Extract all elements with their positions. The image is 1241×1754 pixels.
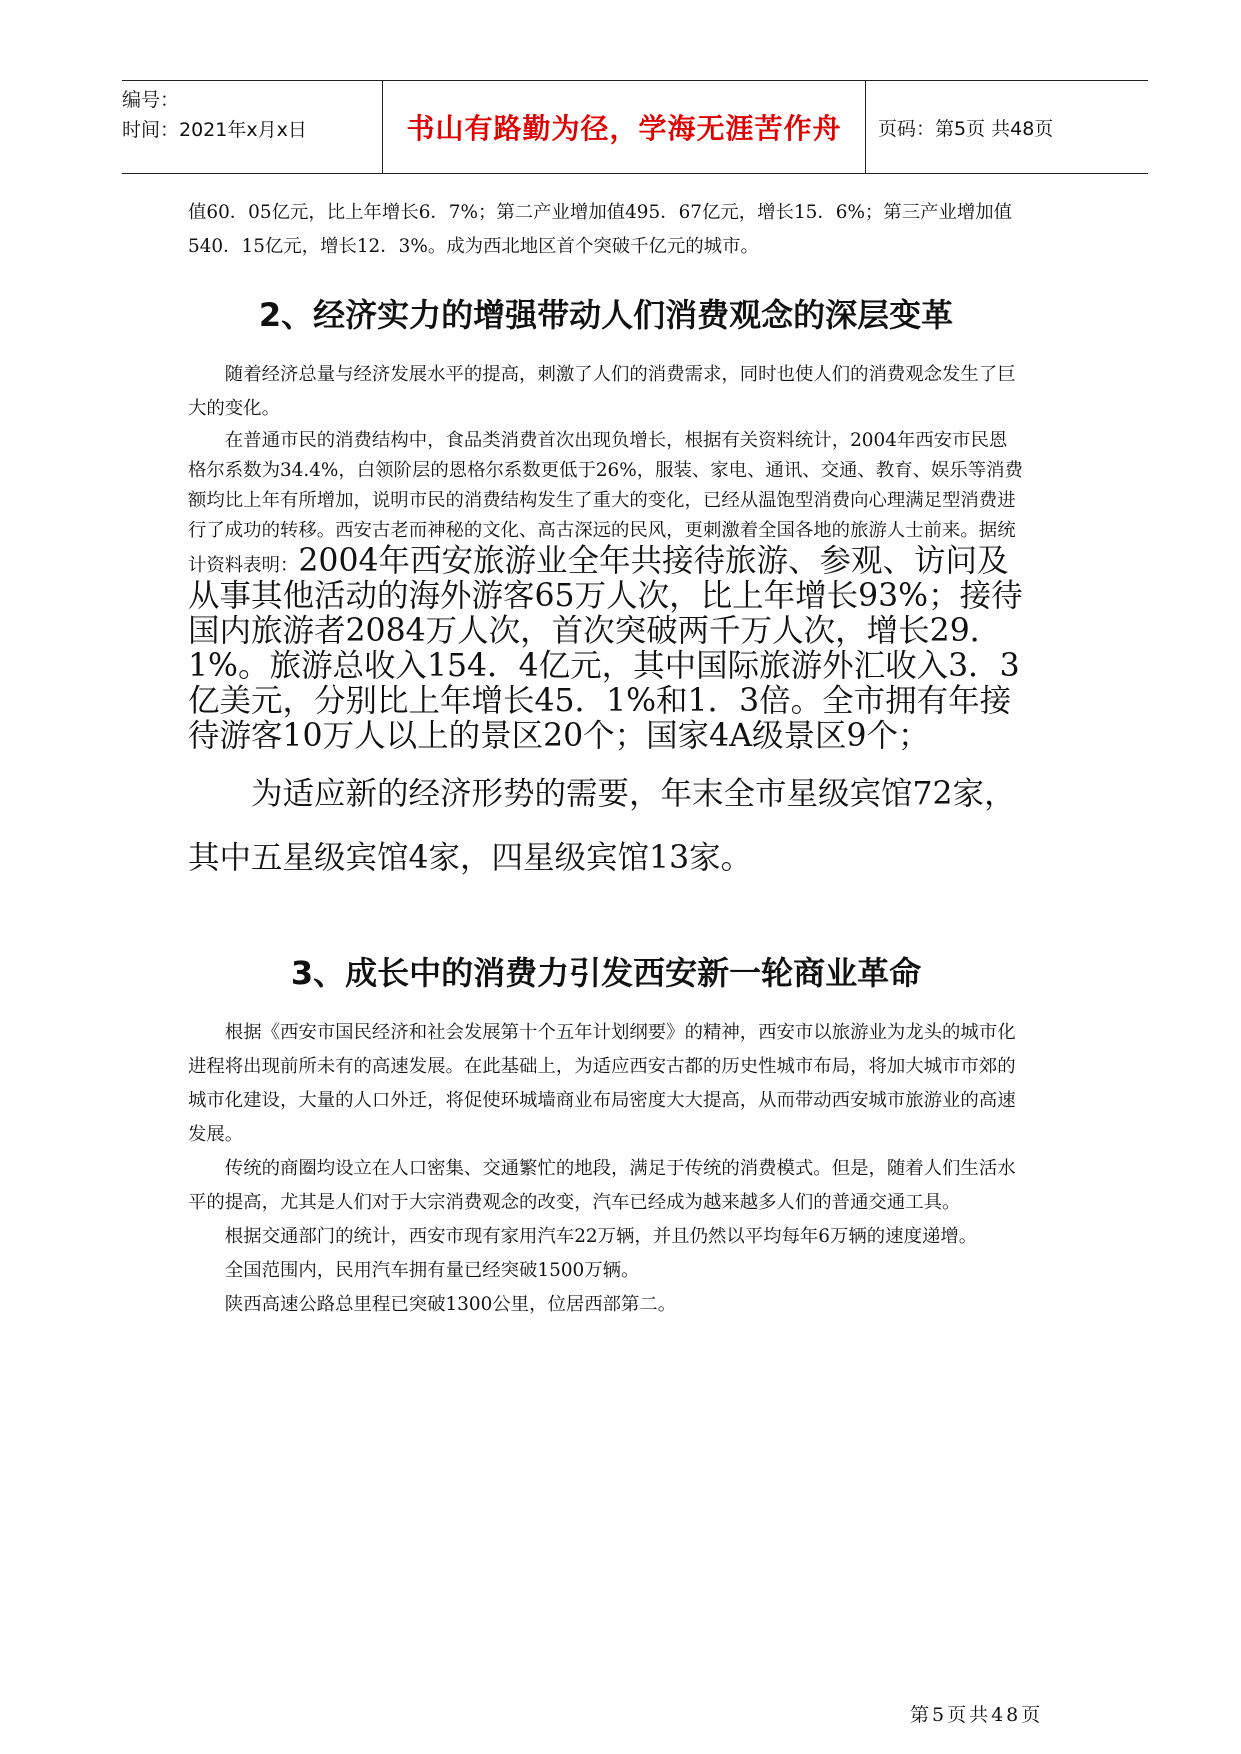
paragraph-consumption-structure xyxy=(188,426,1024,756)
tourism-statistics-text: 2004年西安旅游业全年共接待旅游、参观、访问及从事其他活动的海外游客65万人次，比上年增长93%；接待国内旅游者2084万人次，首次突破两千万人次，增长29．1%。旅游总收入154．4亿元，其中国际旅游外汇收入3．3亿美元，分别比上年增长45．1%和1．3倍。全市拥有年接待游客10万人以上的景区20个；国家4A级景区9个； xyxy=(188,543,1023,754)
paragraph-consumption-change: 随着经济总量与经济发展水平的提高，刺激了人们的消费需求，同时也使人们的消费观念发生了巨大的变化。 xyxy=(188,364,1016,419)
page-footer: 第5页共48页 xyxy=(910,1704,1044,1726)
intro-paragraph: 值60．05亿元，比上年增长6．7%；第二产业增加值495．67亿元，增长15．6%；第三产业增加值540．15亿元，增长12．3%。成为西北地区首个突破千亿元的城市。 xyxy=(188,202,1013,257)
paragraph-highways: 陕西高速公路总里程已突破1300公里，位居西部第二。 xyxy=(224,1294,677,1315)
document-number-label: 编号： xyxy=(122,89,180,111)
header-motto-cell xyxy=(382,81,866,173)
section-heading-3: 3、成长中的消费力引发西安新一轮商业革命 xyxy=(290,954,922,992)
paragraph-national-cars: 全国范围内，民用汽车拥有量已经突破1500万辆。 xyxy=(224,1260,640,1281)
header-motto: 书山有路勤为径，学海无涯苦作舟 xyxy=(406,112,842,145)
header-meta xyxy=(122,81,382,173)
paragraph-city-plan: 根据《西安市国民经济和社会发展第十个五年计划纲要》的精神，西安市以旅游业为龙头的城市化进程将出现前所未有的高速发展。在此基础上，为适应西安古都的历史性城市布局，将加大城市市郊的城市化建设，大量的人口外迁，将促使环城墙商业布局密度大大提高，从而带动西安城市旅游业的高速发展。 xyxy=(188,1022,1016,1145)
paragraph-xian-cars: 根据交通部门的统计，西安市现有家用汽车22万辆，并且仍然以平均每年6万辆的速度递增。 xyxy=(224,1226,978,1247)
section-heading-2: 2、经济实力的增强带动人们消费观念的深层变革 xyxy=(258,296,954,334)
paragraph-traditional-commerce: 传统的商圈均设立在人口密集、交通繁忙的地段，满足于传统的消费模式。但是，随着人们生活水平的提高，尤其是人们对于大宗消费观念的改变，汽车已经成为越来越多人们的普通交通工具。 xyxy=(188,1158,1016,1213)
page-header xyxy=(122,80,1148,174)
document-body xyxy=(188,196,1024,1322)
consumption-structure-text: 在普通市民的消费结构中，食品类消费首次出现负增长，根据有关资料统计，2004年西安市民恩格尔系数为34.4%，白领阶层的恩格尔系数更低于26%，服装、家电、通讯、交通、教育、娱乐等消费额均比上年有所增加，说明市民的消费结构发生了重大的变化，已经从温饱型消费向心理满足型消费进行了成功的转移。西安古老而神秘的文化、高古深远的民风，更刺激着全国各地的旅游人士前来。据统计资料表明： xyxy=(188,430,1023,576)
paragraph-hotels: 为适应新的经济形势的需要，年末全市星级宾馆72家，其中五星级宾馆4家，四星级宾馆13家。 xyxy=(188,776,1016,876)
header-page-info: 页码：第5页 共48页 xyxy=(878,117,1054,140)
header-page-info-cell xyxy=(866,81,1053,173)
document-time-label: 时间：2021年x月x日 xyxy=(122,119,307,141)
